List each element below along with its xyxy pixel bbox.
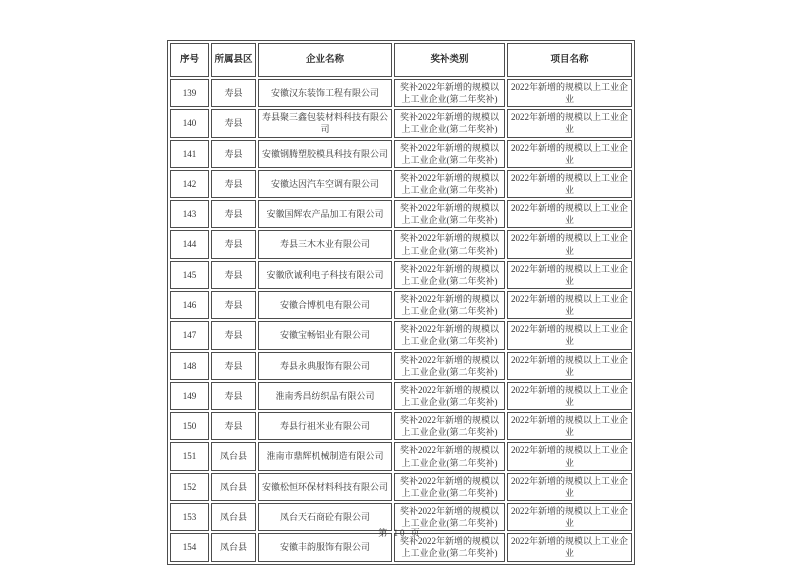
- cell-serial-number: 143: [170, 200, 209, 228]
- cell-company-name: 凤台天石商砼有限公司: [258, 503, 392, 531]
- cell-district: 凤台县: [211, 473, 256, 501]
- cell-company-name: 淮南秀昌纺织品有限公司: [258, 382, 392, 410]
- cell-serial-number: 145: [170, 261, 209, 289]
- cell-company-name: 寿县行祖米业有限公司: [258, 412, 392, 440]
- cell-serial-number: 139: [170, 79, 209, 107]
- table-row: [170, 291, 632, 319]
- cell-project-name: 2022年新增的规模以上工业企业: [507, 382, 632, 410]
- cell-district: 寿县: [211, 321, 256, 349]
- cell-district: 寿县: [211, 261, 256, 289]
- cell-serial-number: 142: [170, 170, 209, 198]
- header-award-category: 奖补类别: [394, 43, 505, 77]
- cell-award-category: 奖补2022年新增的规模以上工业企业(第二年奖补): [394, 79, 505, 107]
- cell-company-name: 安徽宝畅铝业有限公司: [258, 321, 392, 349]
- cell-serial-number: 146: [170, 291, 209, 319]
- cell-company-name: 安徽松恒环保材料科技有限公司: [258, 473, 392, 501]
- cell-company-name: 安徽丰韵服饰有限公司: [258, 533, 392, 561]
- header-project-name: 项目名称: [507, 43, 632, 77]
- cell-district: 寿县: [211, 230, 256, 258]
- cell-award-category: 奖补2022年新增的规模以上工业企业(第二年奖补): [394, 261, 505, 289]
- cell-project-name: 2022年新增的规模以上工业企业: [507, 473, 632, 501]
- cell-serial-number: 141: [170, 140, 209, 168]
- cell-company-name: 寿县聚三鑫包装材料科技有限公司: [258, 109, 392, 137]
- cell-district: 寿县: [211, 412, 256, 440]
- cell-company-name: 寿县三木木业有限公司: [258, 230, 392, 258]
- cell-project-name: 2022年新增的规模以上工业企业: [507, 321, 632, 349]
- cell-award-category: 奖补2022年新增的规模以上工业企业(第二年奖补): [394, 442, 505, 470]
- cell-project-name: 2022年新增的规模以上工业企业: [507, 412, 632, 440]
- table-row: [170, 352, 632, 380]
- cell-district: 凤台县: [211, 442, 256, 470]
- cell-district: 寿县: [211, 352, 256, 380]
- cell-serial-number: 149: [170, 382, 209, 410]
- cell-serial-number: 144: [170, 230, 209, 258]
- cell-serial-number: 150: [170, 412, 209, 440]
- cell-award-category: 奖补2022年新增的规模以上工业企业(第二年奖补): [394, 200, 505, 228]
- cell-project-name: 2022年新增的规模以上工业企业: [507, 79, 632, 107]
- cell-serial-number: 153: [170, 503, 209, 531]
- cell-project-name: 2022年新增的规模以上工业企业: [507, 170, 632, 198]
- cell-serial-number: 151: [170, 442, 209, 470]
- cell-district: 寿县: [211, 170, 256, 198]
- grant-award-table: [167, 40, 635, 565]
- cell-award-category: 奖补2022年新增的规模以上工业企业(第二年奖补): [394, 473, 505, 501]
- cell-project-name: 2022年新增的规模以上工业企业: [507, 261, 632, 289]
- cell-district: 寿县: [211, 291, 256, 319]
- cell-district: 凤台县: [211, 503, 256, 531]
- table-row: [170, 321, 632, 349]
- cell-project-name: 2022年新增的规模以上工业企业: [507, 140, 632, 168]
- cell-serial-number: 147: [170, 321, 209, 349]
- page-number-footer: 第 10 页: [378, 528, 422, 538]
- table-body: [170, 79, 632, 562]
- cell-district: 凤台县: [211, 533, 256, 561]
- cell-company-name: 寿县永典服饰有限公司: [258, 352, 392, 380]
- table-row: [170, 109, 632, 137]
- cell-company-name: 安徽国辉农产品加工有限公司: [258, 200, 392, 228]
- header-serial-number: 序号: [170, 43, 209, 77]
- cell-company-name: 淮南市鼎辉机械制造有限公司: [258, 442, 392, 470]
- cell-award-category: 奖补2022年新增的规模以上工业企业(第二年奖补): [394, 109, 505, 137]
- header-company-name: 企业名称: [258, 43, 392, 77]
- cell-award-category: 奖补2022年新增的规模以上工业企业(第二年奖补): [394, 321, 505, 349]
- cell-serial-number: 152: [170, 473, 209, 501]
- cell-award-category: 奖补2022年新增的规模以上工业企业(第二年奖补): [394, 230, 505, 258]
- cell-district: 寿县: [211, 382, 256, 410]
- table-row: [170, 412, 632, 440]
- cell-serial-number: 154: [170, 533, 209, 561]
- table-row: [170, 230, 632, 258]
- cell-district: 寿县: [211, 140, 256, 168]
- table-row: [170, 140, 632, 168]
- table-row: [170, 200, 632, 228]
- table-row: [170, 442, 632, 470]
- cell-project-name: 2022年新增的规模以上工业企业: [507, 442, 632, 470]
- cell-project-name: 2022年新增的规模以上工业企业: [507, 352, 632, 380]
- cell-award-category: 奖补2022年新增的规模以上工业企业(第二年奖补): [394, 382, 505, 410]
- cell-company-name: 安徽汉东装饰工程有限公司: [258, 79, 392, 107]
- cell-award-category: 奖补2022年新增的规模以上工业企业(第二年奖补): [394, 291, 505, 319]
- cell-district: 寿县: [211, 109, 256, 137]
- table-row: [170, 382, 632, 410]
- cell-district: 寿县: [211, 200, 256, 228]
- table-header-row: [170, 43, 632, 77]
- cell-project-name: 2022年新增的规模以上工业企业: [507, 109, 632, 137]
- table-row: [170, 170, 632, 198]
- table-row: [170, 261, 632, 289]
- cell-award-category: 奖补2022年新增的规模以上工业企业(第二年奖补): [394, 352, 505, 380]
- cell-company-name: 安徽达因汽车空调有限公司: [258, 170, 392, 198]
- cell-company-name: 安徽钢腾塑胶模具科技有限公司: [258, 140, 392, 168]
- table-row: [170, 79, 632, 107]
- table-row: [170, 473, 632, 501]
- cell-project-name: 2022年新增的规模以上工业企业: [507, 503, 632, 531]
- cell-project-name: 2022年新增的规模以上工业企业: [507, 230, 632, 258]
- cell-project-name: 2022年新增的规模以上工业企业: [507, 200, 632, 228]
- cell-award-category: 奖补2022年新增的规模以上工业企业(第二年奖补): [394, 503, 505, 531]
- cell-project-name: 2022年新增的规模以上工业企业: [507, 533, 632, 561]
- cell-district: 寿县: [211, 79, 256, 107]
- cell-serial-number: 148: [170, 352, 209, 380]
- cell-company-name: 安徽合博机电有限公司: [258, 291, 392, 319]
- cell-award-category: 奖补2022年新增的规模以上工业企业(第二年奖补): [394, 533, 505, 561]
- cell-project-name: 2022年新增的规模以上工业企业: [507, 291, 632, 319]
- cell-award-category: 奖补2022年新增的规模以上工业企业(第二年奖补): [394, 170, 505, 198]
- cell-award-category: 奖补2022年新增的规模以上工业企业(第二年奖补): [394, 412, 505, 440]
- header-district: 所属县区: [211, 43, 256, 77]
- cell-award-category: 奖补2022年新增的规模以上工业企业(第二年奖补): [394, 140, 505, 168]
- cell-company-name: 安徽欣诚利电子科技有限公司: [258, 261, 392, 289]
- cell-serial-number: 140: [170, 109, 209, 137]
